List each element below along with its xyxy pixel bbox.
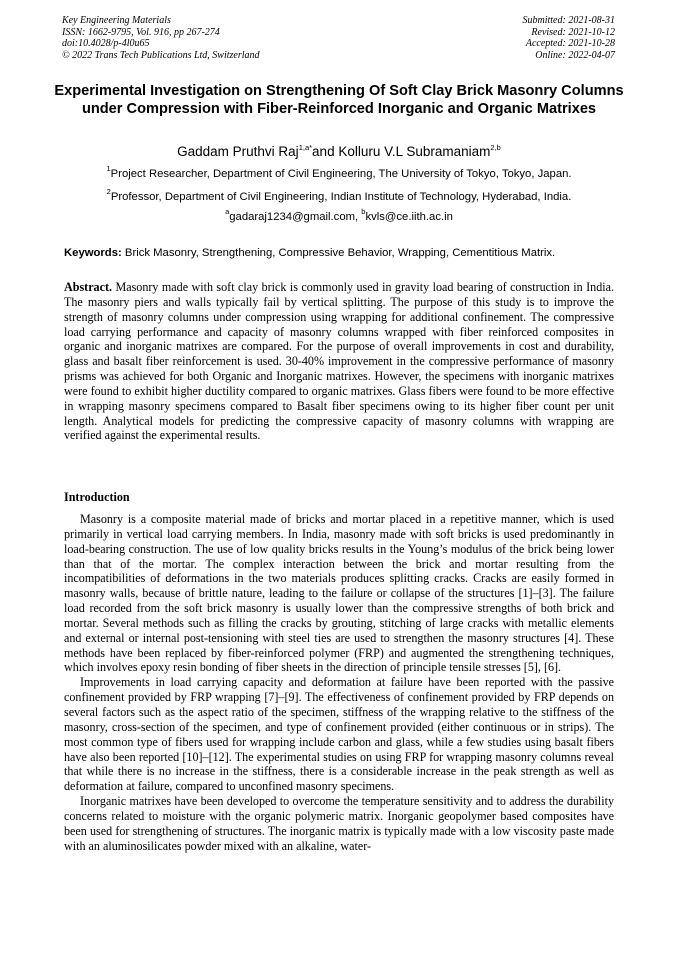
email-2-marker: b	[361, 207, 366, 216]
abstract-text: Masonry made with soft clay brick is commonly used in gravity load bearing of construction in India. The masonry piers and walls typically fail by vertical splitting. The purpose of this study is to improve the strength of masonry columns under compression using wrapping for additional confinement. The compressive load carrying performance and capacity of masonry columns wrapped with fiber reinforced composites in organic and inorganic matrixes are compared. For the purpose of overall improvements in cost and durability, glass and basalt fiber reinforcement is used. 30-40% improvement in the compressive performance of masonry prisms was achieved for both Organic and Inorganic matrixes. However, the specimens with inorganic matrixes were found to exhibit higher ductility compared to organic matrixes. Glass fibers were found to be more effective in wrapping masonry specimens compared to Basalt fiber specimens owing to its higher fiber count per unit length. Analytical models for predicting the compressive capacity of masonry columns with wrapping are verified against the experimental results.	[64, 280, 614, 443]
author-2-marker: 2,b	[490, 143, 501, 152]
affiliation-2-marker: 2	[106, 187, 111, 196]
email-1[interactable]: gadaraj1234@gmail.com,	[229, 211, 362, 223]
affiliation-2	[40, 187, 638, 204]
author-1-marker: 1,a*	[298, 143, 313, 152]
affiliation-2-text: Professor, Department of Civil Engineering, Indian Institute of Technology, Hyderabad, India.	[110, 191, 572, 203]
email-2[interactable]: kvls@ce.iith.ac.in	[365, 211, 453, 223]
online-date: Online: 2022-04-07	[535, 49, 615, 61]
publication-dates	[415, 15, 615, 61]
submitted-date: Submitted: 2021-08-31	[522, 15, 615, 26]
abstract	[64, 280, 614, 443]
keywords-text: Brick Masonry, Strengthening, Compressive Behavior, Wrapping, Cementitious Matrix.	[121, 247, 556, 259]
introduction-body	[64, 512, 614, 853]
keywords-label: Keywords:	[64, 247, 122, 259]
keywords	[64, 246, 624, 260]
paper-title: Experimental Investigation on Strengthening Of Soft Clay Brick Masonry Columns under Compression with Fiber-Reinforced Inorganic and Organic Matrixes	[54, 83, 624, 117]
author-1: Gaddam Pruthvi Raj	[177, 144, 299, 159]
intro-paragraph-1: Masonry is a composite material made of bricks and mortar placed in a repetitive manner, which is used primarily in vertical load carrying members. In India, masonry made with soft bricks is used predominantly in load-bearing construction. The use of low quality bricks results in the Young’s modulus of the brick being lower than that of the mortar. The complex interaction between the brick and mortar resulting from the incompatibilities of deformations in the two materials produces splitting cracks. Cracks are easily formed in masonry walls, because of brittle nature, leading to the failure or collapse of the structures [1]–[3]. The failure load recorded from the soft brick masonry is usually lower than the compressive strengths of both brick and mortar. Several methods such as filling the cracks by grouting, stitching of large cracks with metallic elements and external or internal post-tensioning with steel ties are used to strengthen the masonry structures [4]. These methods have been replaced by fiber-reinforced polymer (FRP) and augmented the strengthening techniques, which involves epoxy resin bonding of fiber sheets in the direction of principle tensile stresses [5], [6].	[64, 512, 614, 675]
author-emails	[40, 207, 638, 224]
author-connector: and	[312, 144, 339, 159]
affiliation-1	[40, 164, 638, 181]
affiliation-1-marker: 1	[106, 164, 111, 173]
journal-info	[62, 15, 392, 61]
journal-name: Key Engineering Materials	[62, 15, 171, 26]
affiliation-1-text: Project Researcher, Department of Civil Engineering, The University of Tokyo, Tokyo, Japan.	[110, 168, 572, 180]
author-2: Kolluru V.L Subramaniam	[338, 144, 491, 159]
copyright: © 2022 Trans Tech Publications Ltd, Switzerland	[62, 49, 260, 61]
section-heading-introduction: Introduction	[64, 490, 130, 504]
author-line	[40, 143, 638, 161]
accepted-date: Accepted: 2021-10-28	[525, 38, 615, 50]
abstract-label: Abstract.	[64, 280, 113, 294]
revised-date: Revised: 2021-10-12	[531, 26, 615, 38]
email-1-marker: a	[225, 207, 230, 216]
intro-paragraph-2: Improvements in load carrying capacity and deformation at failure have been reported with the passive confinement provided by FRP wrapping [7]–[9]. The effectiveness of confinement provided by FRP depends on several factors such as the aspect ratio of the specimen, stiffness of the wrapping relative to the stiffness of the masonry, cross-section of the specimen, and type of confinement provided (either continuous or in strips). The most common type of fibers used for wrapping include carbon and glass, while a few studies using basalt fibers have also been reported [10]–[12]. The experimental studies on using FRP for wrapping masonry columns reveal that while there is no increase in the stiffness, there is a considerable increase in the peak strength as well as deformation at failure, compared to unconfined masonry specimens.	[64, 675, 614, 794]
doi: doi:10.4028/p-4l0u65	[62, 38, 150, 50]
issn-volume: ISSN: 1662-9795, Vol. 916, pp 267-274	[62, 26, 220, 38]
intro-paragraph-3: Inorganic matrixes have been developed to overcome the temperature sensitivity and to address the durability concerns related to moisture with the organic polymeric matrix. Inorganic geopolymer based composites have been used for strengthening of structures. The inorganic matrix is typically made with a low viscosity paste made with an aluminosilicates powder mixed with an alkaline, water-	[64, 794, 614, 853]
